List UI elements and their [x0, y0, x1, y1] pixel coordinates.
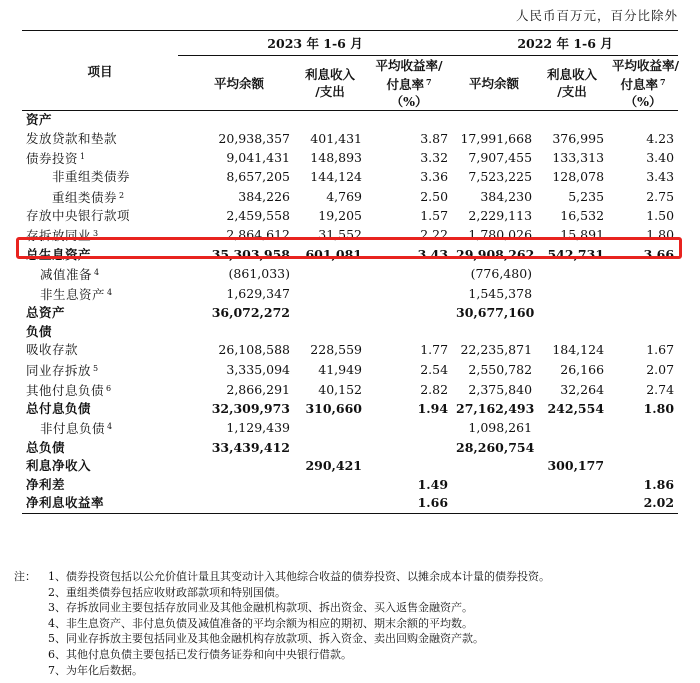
row-label: 同业存拆放 $^5$: [26, 362, 99, 378]
cell-a: 2,459,558: [226, 208, 290, 224]
table-row: [22, 304, 678, 323]
cell-c: 2.22: [420, 227, 449, 243]
table-row: [22, 418, 678, 438]
cell-f: [608, 284, 678, 304]
table-row: [22, 380, 678, 400]
cell-e: [536, 323, 608, 342]
cell-d: (776,480): [470, 265, 533, 281]
footnote-item: 3、 存拆放同业主要包括存放同业及其他金融机构款项、拆出资金、买入返售金融资产。: [48, 601, 473, 615]
table-row: [22, 323, 678, 342]
row-label: 发放贷款和垫款: [26, 130, 118, 146]
cell-e: [536, 304, 608, 323]
cell-a: 26,108,588: [218, 342, 290, 358]
cell-f: [608, 111, 678, 130]
cell-e: [536, 438, 608, 457]
cell-c: 1.94: [417, 401, 449, 417]
table-row: [22, 148, 678, 168]
cell-b: [294, 284, 366, 304]
cell-d: [452, 494, 536, 513]
cell-c: [366, 304, 452, 323]
cell-f: 1.67: [646, 342, 675, 358]
cell-b: 31,552: [318, 227, 362, 243]
cell-d: 2,229,113: [468, 208, 533, 224]
table-row: [22, 225, 678, 245]
row-label: 减值准备 $^4$: [40, 266, 100, 282]
cell-d: 384,230: [480, 188, 533, 204]
cell-a: [178, 476, 294, 495]
cell-a: 384,226: [238, 188, 290, 204]
cell-d: 7,907,455: [468, 150, 533, 166]
cell-e: 26,166: [560, 361, 605, 377]
cell-b: [294, 438, 366, 457]
cell-f: 1.86: [643, 476, 675, 492]
table-row: [22, 360, 678, 380]
footnote-item: 4、 非生息资产、非付息负债及减值准备的平均余额为相应的期初、期末余额的平均数。: [48, 616, 473, 630]
cell-c: [366, 438, 452, 457]
header-avg-balance-2023: 平均余额: [178, 56, 294, 111]
row-label: 总付息负债: [26, 401, 92, 417]
cell-d: 1,098,261: [468, 420, 533, 436]
cell-c: 2.82: [420, 381, 449, 397]
cell-b: 401,431: [310, 130, 362, 146]
cell-b: [294, 418, 366, 438]
cell-f: [608, 438, 678, 457]
cell-c: [366, 418, 452, 438]
cell-c: 1.66: [366, 494, 452, 513]
cell-a: 35,303,958: [211, 246, 290, 262]
cell-f: [608, 418, 678, 438]
cell-b: [294, 494, 366, 513]
row-label: 总生息资产: [26, 246, 92, 262]
table-row: [22, 187, 678, 207]
cell-d: 1,545,378: [468, 285, 533, 301]
cell-f: [608, 323, 678, 342]
row-label: 净利息收益率: [22, 494, 178, 513]
cell-b: 41,949: [318, 361, 362, 377]
cell-e: 242,554: [547, 401, 605, 417]
footnote-item: 6、 其他付息负债主要包括已发行债务证券和向中央银行借款。: [48, 647, 352, 661]
cell-c: 1.49: [417, 476, 449, 492]
row-label: 其他付息负债 $^6$: [26, 382, 112, 398]
row-label: 总资产: [26, 305, 66, 321]
cell-a: 20,938,357: [218, 130, 290, 146]
cell-b: 290,421: [305, 458, 362, 474]
row-label: 净利差: [26, 476, 66, 492]
cell-b: [294, 476, 366, 495]
cell-d: 28,260,754: [456, 439, 535, 455]
cell-d: [452, 476, 536, 495]
cell-c: 1.57: [420, 208, 449, 224]
row-label: 利息净收入: [26, 458, 92, 474]
cell-f: 2.07: [646, 361, 675, 377]
cell-c: [366, 264, 452, 284]
table-row: [22, 341, 678, 360]
cell-e: 376,995: [552, 130, 605, 146]
cell-a: [178, 111, 294, 130]
row-label: 债券投资 $^1$: [26, 151, 86, 167]
cell-b: 601,081: [305, 246, 362, 262]
cell-e: 300,177: [547, 458, 605, 474]
table-row: [22, 494, 678, 513]
cell-f: 3.40: [646, 150, 675, 166]
interest-table: [22, 30, 678, 514]
cell-a: [178, 494, 294, 513]
cell-a: 36,072,272: [211, 305, 290, 321]
cell-f: 4.23: [646, 130, 675, 146]
cell-f: 2.74: [646, 381, 675, 397]
cell-b: [294, 264, 366, 284]
cell-d: [452, 323, 536, 342]
cell-a: 33,439,412: [211, 439, 290, 455]
cell-c: [366, 457, 452, 476]
cell-f: [608, 304, 678, 323]
cell-f: 2.75: [646, 188, 675, 204]
footnote-item: 5、 同业存拆放主要包括同业及其他金融机构存放款项、拆入资金、卖出回购金融资产款。: [48, 632, 484, 646]
cell-c: 3.32: [420, 150, 449, 166]
row-label: 吸收存款: [26, 342, 79, 358]
cell-d: 29,908,262: [456, 246, 535, 262]
cell-d: 30,677,160: [456, 305, 535, 321]
cell-a: [178, 323, 294, 342]
cell-e: [536, 111, 608, 130]
cell-b: [294, 323, 366, 342]
table-row: [22, 457, 678, 476]
table-row: [22, 168, 678, 187]
header-year-2022: 2022 年 1-6 月: [452, 31, 678, 56]
cell-b: 228,559: [310, 342, 362, 358]
cell-c: 2.54: [420, 361, 449, 377]
footnote-item: 2、 重组类债券包括应收财政部款项和特别国债。: [48, 585, 286, 599]
cell-c: 3.43: [417, 246, 449, 262]
table-row: [22, 111, 678, 130]
cell-a: 1,629,347: [226, 285, 290, 301]
row-label: 总负债: [26, 439, 66, 455]
cell-a: 2,866,291: [226, 381, 290, 397]
cell-b: 4,769: [326, 188, 362, 204]
row-label: 存拆放同业 $^3$: [26, 228, 99, 244]
cell-f: 2.02: [608, 494, 678, 513]
cell-b: [294, 111, 366, 130]
header-interest-2022: 利息收入 /支出: [536, 56, 608, 111]
row-label: 存放中央银行款项: [26, 208, 131, 224]
table-row: [22, 476, 678, 495]
cell-c: [366, 323, 452, 342]
cell-d: 7,523,225: [468, 169, 533, 185]
cell-d: 1,780,026: [468, 227, 533, 243]
unit-note: 人民币百万元，百分比除外: [515, 8, 678, 23]
table-row: [22, 400, 678, 419]
cell-d: [452, 457, 536, 476]
cell-a: 8,657,205: [226, 169, 290, 185]
cell-b: 148,893: [310, 150, 362, 166]
cell-f: 1.80: [646, 227, 675, 243]
table-row: [22, 284, 678, 304]
cell-b: 19,205: [318, 208, 362, 224]
cell-e: 32,264: [560, 381, 605, 397]
cell-a: 2,864,612: [226, 227, 290, 243]
cell-a: 32,309,973: [211, 401, 290, 417]
cell-c: 2.50: [420, 188, 449, 204]
row-label: 非付息负债 $^4$: [40, 421, 113, 437]
table-row: [22, 245, 678, 264]
header-item: 项目: [22, 31, 178, 111]
cell-a: 9,041,431: [226, 150, 290, 166]
header-interest-2023: 利息收入 /支出: [294, 56, 366, 111]
table-row: [22, 438, 678, 457]
cell-e: 133,313: [552, 150, 605, 166]
cell-e: 5,235: [568, 188, 605, 204]
footnote-item: 7、 为年化后数据。: [48, 663, 143, 677]
cell-f: 3.66: [643, 246, 675, 262]
cell-c: 3.36: [420, 169, 449, 185]
cell-b: 144,124: [310, 169, 362, 185]
cell-e: 16,532: [560, 208, 605, 224]
cell-c: [366, 111, 452, 130]
cell-d: 2,550,782: [468, 361, 533, 377]
row-label: 资产: [26, 112, 53, 128]
cell-e: [536, 476, 608, 495]
cell-a: 1,129,439: [226, 420, 290, 436]
cell-e: [536, 284, 608, 304]
cell-b: 310,660: [305, 401, 362, 417]
footnotes: [14, 569, 684, 678]
cell-f: [608, 264, 678, 284]
table-row: [22, 207, 678, 226]
cell-d: 27,162,493: [456, 401, 535, 417]
cell-c: 3.87: [420, 130, 449, 146]
table-row: [22, 130, 678, 149]
cell-d: [452, 111, 536, 130]
cell-d: 17,991,668: [460, 130, 533, 146]
cell-e: 15,891: [560, 227, 605, 243]
row-label: 重组类债券 $^2$: [52, 189, 125, 205]
row-label: 非重组类债券: [52, 169, 131, 185]
cell-b: 40,152: [318, 381, 362, 397]
row-label: 负债: [26, 323, 53, 339]
cell-a: (861,033): [228, 265, 290, 281]
cell-e: 128,078: [552, 169, 605, 185]
cell-d: 2,375,840: [468, 381, 533, 397]
cell-e: 184,124: [552, 342, 605, 358]
header-year-2023: 2023 年 1-6 月: [178, 31, 452, 56]
row-label: 非生息资产 $^4$: [40, 286, 113, 302]
header-yield-2022: 平均收益率/ 付息率 $^7$ （%）: [608, 56, 678, 111]
cell-d: 22,235,871: [460, 342, 533, 358]
cell-f: 1.50: [646, 208, 675, 224]
cell-f: 3.43: [646, 169, 675, 185]
cell-f: 1.80: [643, 401, 675, 417]
table-row: [22, 264, 678, 284]
header-avg-balance-2022: 平均余额: [452, 56, 536, 111]
cell-c: [366, 284, 452, 304]
cell-b: [294, 304, 366, 323]
cell-e: 542,731: [547, 246, 605, 262]
cell-a: 3,335,094: [226, 361, 290, 377]
cell-a: [178, 457, 294, 476]
cell-e: [536, 494, 608, 513]
cell-c: 1.77: [420, 342, 449, 358]
cell-f: [608, 457, 678, 476]
header-yield-2023: 平均收益率/ 付息率 $^7$ （%）: [366, 56, 452, 111]
footnote-item: 注： 1、 债券投资包括以公允价值计量且其变动计入其他综合收益的债券投资、以摊余成本计量的债券投资。: [14, 570, 550, 583]
cell-e: [536, 418, 608, 438]
cell-e: [536, 264, 608, 284]
